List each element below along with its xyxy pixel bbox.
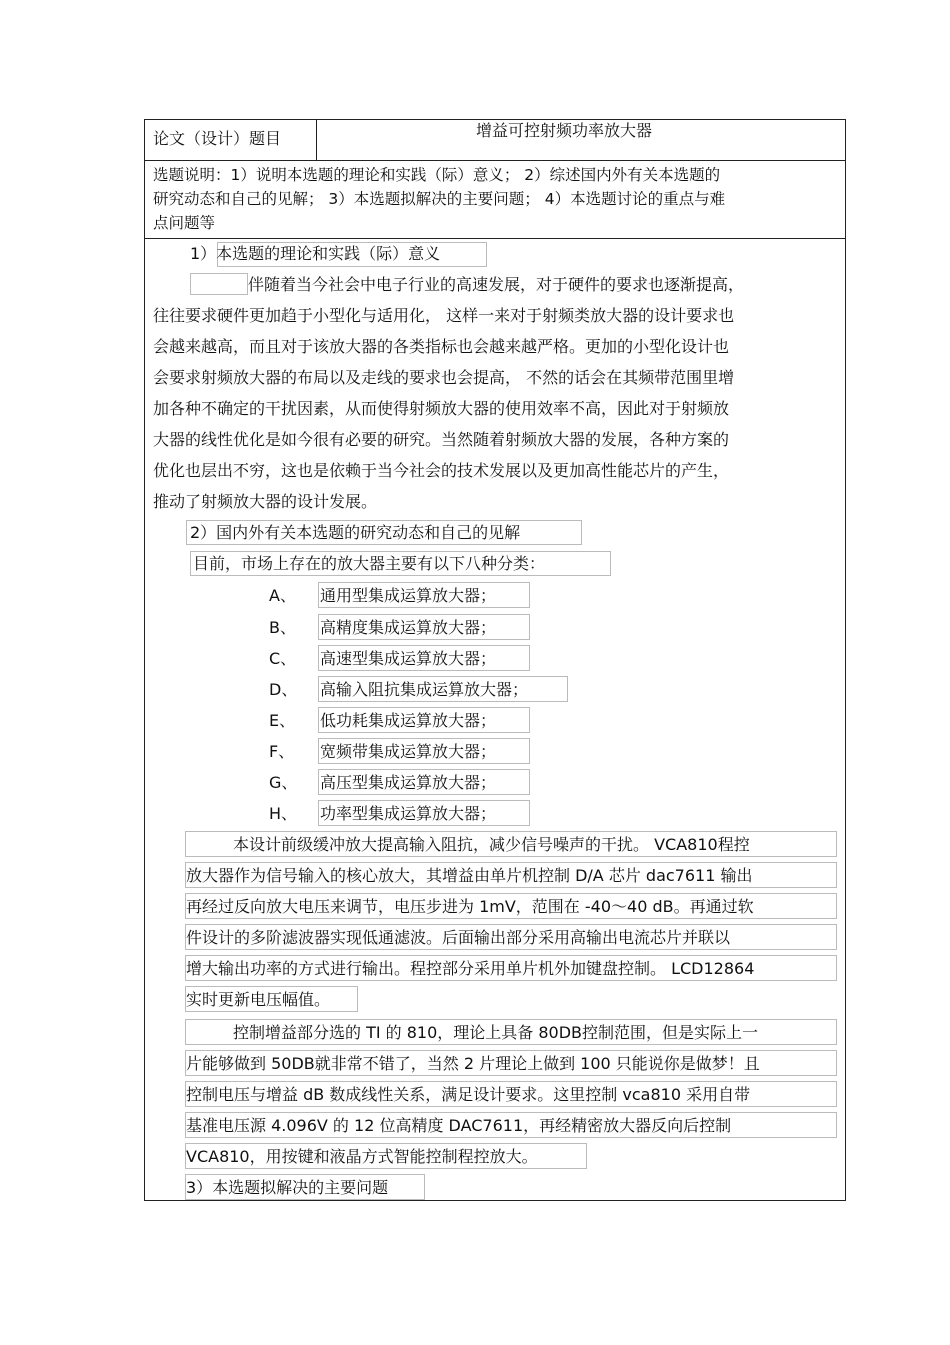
row-divider-2 bbox=[144, 238, 846, 239]
indent-box bbox=[190, 273, 248, 295]
section1-line: 大器的线性优化是如今很有必要的研究。当然随着射频放大器的发展，各种方案的 bbox=[153, 430, 730, 449]
list-item-text: 功率型集成运算放大器； bbox=[320, 804, 497, 823]
section3-heading: 3）本选题拟解决的主要问题 bbox=[186, 1178, 389, 1197]
para2-line: 基准电压源 4.096V 的 12 位高精度 DAC7611，再经精密放大器反向后控制 bbox=[186, 1116, 732, 1135]
section1-line: 会要求射频放大器的布局以及走线的要求也会提高， 不然的话会在其频带范围里增 bbox=[153, 368, 735, 387]
description-line-3: 点问题等 bbox=[153, 214, 216, 232]
thesis-title-label: 论文（设计）题目 bbox=[153, 129, 282, 148]
row-divider-1 bbox=[144, 160, 846, 161]
list-item-letter: H、 bbox=[269, 804, 298, 823]
para1-line: 增大输出功率的方式进行输出。程控部分采用单片机外加键盘控制。 LCD12864 bbox=[186, 959, 755, 978]
list-item-letter: B、 bbox=[269, 618, 296, 637]
list-item-letter: G、 bbox=[269, 773, 298, 792]
description-line-2: 研究动态和自己的见解； 3）本选题拟解决的主要问题； 4）本选题讨论的重点与难 bbox=[153, 190, 726, 208]
section1-line: 往往要求硬件更加趋于小型化与适用化， 这样一来对于射频类放大器的设计要求也 bbox=[153, 306, 735, 325]
list-item-letter: A、 bbox=[269, 586, 296, 605]
para1-line: 件设计的多阶滤波器实现低通滤波。后面输出部分采用高输出电流芯片并联以 bbox=[186, 928, 731, 947]
section1-line: 推动了射频放大器的设计发展。 bbox=[153, 492, 378, 511]
list-item-text: 低功耗集成运算放大器； bbox=[320, 711, 497, 730]
description-line-1: 选题说明：1）说明本选题的理论和实践（际）意义； 2）综述国内外有关本选题的 bbox=[153, 166, 721, 184]
list-item-letter: C、 bbox=[269, 649, 297, 668]
header-divider bbox=[316, 119, 317, 160]
section1-heading: 1）本选题的理论和实践（际）意义 bbox=[190, 244, 441, 263]
section1-line: 会越来越高，而且对于该放大器的各类指标也会越来越严格。更加的小型化设计也 bbox=[153, 337, 730, 356]
list-item-text: 通用型集成运算放大器； bbox=[320, 586, 497, 605]
list-item-letter: F、 bbox=[269, 742, 295, 761]
section2-heading: 2）国内外有关本选题的研究动态和自己的见解 bbox=[190, 523, 521, 542]
list-item-letter: D、 bbox=[269, 680, 298, 699]
para2-line: 控制电压与增益 dB 数成线性关系，满足设计要求。这里控制 vca810 采用自带 bbox=[186, 1085, 751, 1104]
para2-line: 片能够做到 50DB就非常不错了，当然 2 片理论上做到 100 只能说你是做梦！且 bbox=[186, 1054, 760, 1073]
list-item-letter: E、 bbox=[269, 711, 296, 730]
para1-line: 本设计前级缓冲放大提高输入阻抗，减少信号噪声的干扰。 VCA810程控 bbox=[233, 835, 750, 854]
list-item-text: 高输入阻抗集成运算放大器； bbox=[320, 680, 529, 699]
list-item-text: 宽频带集成运算放大器； bbox=[320, 742, 497, 761]
section1-line: 优化也层出不穷，这也是依赖于当今社会的技术发展以及更加高性能芯片的产生， bbox=[153, 461, 730, 480]
para2-line: VCA810，用按键和液晶方式智能控制程控放大。 bbox=[186, 1147, 538, 1166]
section2-intro: 目前，市场上存在的放大器主要有以下八种分类： bbox=[193, 554, 546, 573]
para1-line: 放大器作为信号输入的核心放大，其增益由单片机控制 D/A 芯片 dac7611 输出 bbox=[186, 866, 753, 885]
list-item-text: 高压型集成运算放大器； bbox=[320, 773, 497, 792]
para2-line: 控制增益部分选的 TI 的 810，理论上具备 80DB控制范围，但是实际上一 bbox=[233, 1023, 759, 1042]
section1-line: 加各种不确定的干扰因素，从而使得射频放大器的使用效率不高，因此对于射频放 bbox=[153, 399, 730, 418]
thesis-title: 增益可控射频功率放大器 bbox=[476, 121, 653, 140]
list-item-text: 高精度集成运算放大器； bbox=[320, 618, 497, 637]
para1-line: 实时更新电压幅值。 bbox=[186, 990, 331, 1009]
para1-line: 再经过反向放大电压来调节，电压步进为 1mV，范围在 -40～40 dB。再通过软 bbox=[186, 897, 754, 916]
section1-line: 伴随着当今社会中电子行业的高速发展，对于硬件的要求也逐渐提高， bbox=[248, 275, 745, 294]
list-item-text: 高速型集成运算放大器； bbox=[320, 649, 497, 668]
